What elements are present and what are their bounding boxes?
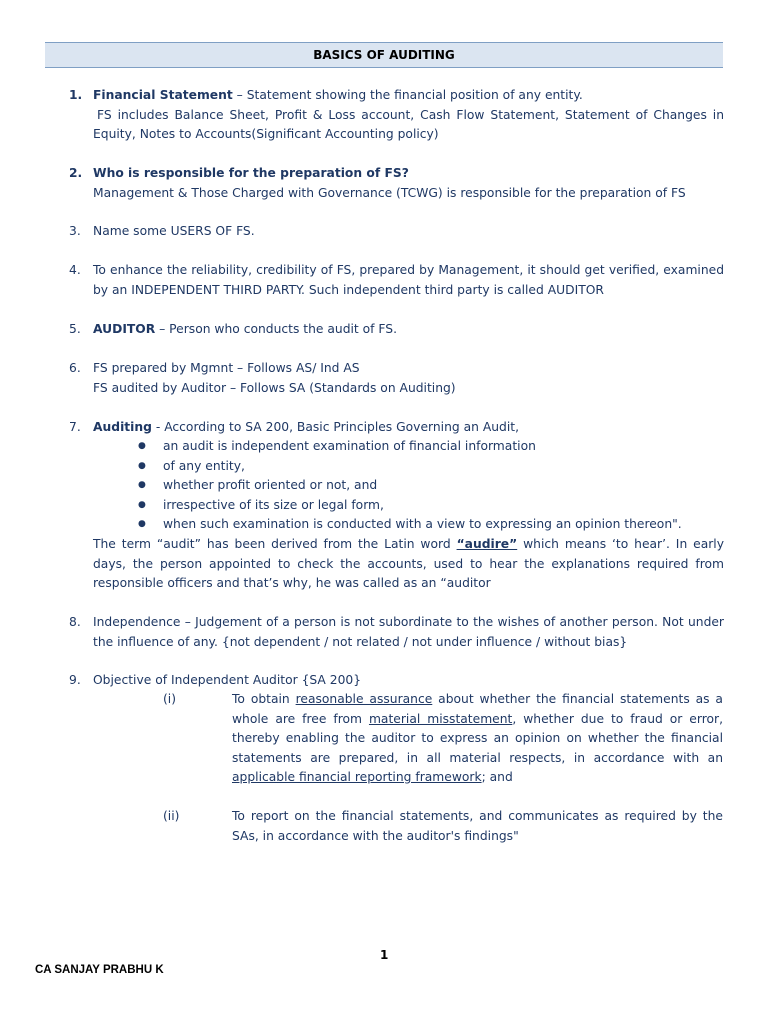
underlined-term: material misstatement	[368, 711, 513, 726]
item-number: 2.	[69, 166, 83, 180]
item-text: - According to SA 200, Basic Principles Governing an Audit,	[151, 420, 519, 434]
bullet-icon: ●	[138, 461, 146, 471]
audire-word: “audire”	[456, 537, 518, 551]
item-3	[69, 222, 724, 242]
sub-text: To report on the financial statements, and communicates as required by the SAs, in accordance with the auditor's findings"	[232, 809, 723, 843]
sub-text: , whether due to fraud or error, thereby enabling the auditor to express an opinion on whether the financial statements are prepared, in all material respects, in accordance with an	[232, 711, 723, 765]
item-text: Objective of Independent Auditor {SA 200}	[93, 673, 362, 687]
etymology-text: The term “audit” has been derived from the Latin word	[93, 537, 457, 551]
item-text-line2: FS audited by Auditor – Follows SA (Standards on Auditing)	[93, 380, 456, 395]
item-1	[69, 86, 724, 145]
item-6	[69, 359, 724, 398]
item-text: To enhance the reliability, credibility of FS, prepared by Management, it should get verified, examined by an INDEPENDENT THIRD PARTY. Such independent third party is called AUDITOR	[93, 263, 724, 297]
term-auditing: Auditing	[93, 420, 152, 434]
term-auditor: AUDITOR	[93, 322, 156, 336]
author-name: CA SANJAY PRABHU K	[35, 964, 164, 976]
sub-text: To obtain	[232, 692, 296, 706]
bullet-icon: ●	[138, 500, 146, 510]
item-7	[69, 418, 724, 438]
item-text: Independence – Judgement of a person is not subordinate to the wishes of another person. Not under the influence of any. {not dependent / not related / not under influence / without bias}	[93, 615, 724, 649]
bullet-text: irrespective of its size or legal form,	[163, 498, 384, 512]
item-number: 7.	[69, 420, 81, 434]
item-number: 8.	[69, 615, 81, 629]
item-9	[69, 671, 724, 691]
page-number: 1	[380, 948, 389, 962]
item-number: 6.	[69, 361, 81, 375]
underlined-term: applicable financial reporting framework	[232, 770, 482, 784]
item-number: 3.	[69, 224, 81, 238]
etymology-text-cont: which means ‘to hear’. In early days, the person appointed to check the accounts, used to hear the explanations required from responsible officers and that’s why, he was called as an “auditor	[93, 537, 724, 590]
underlined-term: reasonable assurance	[295, 692, 433, 706]
roman-numeral: (i)	[163, 692, 177, 706]
answer-text: Management & Those Charged with Governance (TCWG) is responsible for the preparation of FS	[93, 185, 686, 200]
item-number: 9.	[69, 673, 81, 687]
bullet-text: when such examination is conducted with a view to expressing an opinion thereon".	[163, 517, 682, 531]
sub-text: ; and	[481, 770, 513, 784]
audit-etymology	[69, 535, 724, 594]
item-5	[69, 320, 724, 340]
bullet-icon: ●	[138, 480, 146, 490]
sub-text: about whether the financial statements as a whole are free from	[232, 692, 723, 726]
term-financial-statement: Financial Statement	[93, 88, 233, 102]
bullet-text: of any entity,	[163, 459, 245, 473]
item-4	[69, 261, 724, 300]
page-title: BASICS OF AUDITING	[45, 42, 723, 68]
bullet-icon: ●	[138, 441, 146, 451]
item-text-line1: FS prepared by Mgmnt – Follows AS/ Ind AS	[93, 361, 360, 375]
sub-item-ii	[163, 807, 723, 846]
item-text: – Person who conducts the audit of FS.	[155, 322, 397, 336]
item-8	[69, 613, 724, 652]
item-number: 5.	[69, 322, 81, 336]
dash: –	[232, 88, 247, 102]
fs-includes-text: FS includes Balance Sheet, Profit & Loss account, Cash Flow Statement, Statement of Changes in Equity, Notes to Accounts(Significant Accounting policy)	[93, 107, 724, 141]
item-number: 4.	[69, 263, 81, 277]
sub-item-i	[163, 690, 723, 788]
item-number: 1.	[69, 88, 83, 102]
item-text: Name some USERS OF FS.	[93, 224, 255, 238]
roman-numeral: (ii)	[163, 809, 180, 823]
bullet-text: an audit is independent examination of financial information	[163, 439, 536, 453]
question-text: Who is responsible for the preparation of FS?	[93, 166, 409, 180]
bullet-icon: ●	[138, 519, 146, 529]
item-2	[69, 164, 724, 203]
definition-text: Statement showing the financial position of any entity.	[246, 88, 583, 102]
bullet-text: whether profit oriented or not, and	[163, 478, 378, 492]
